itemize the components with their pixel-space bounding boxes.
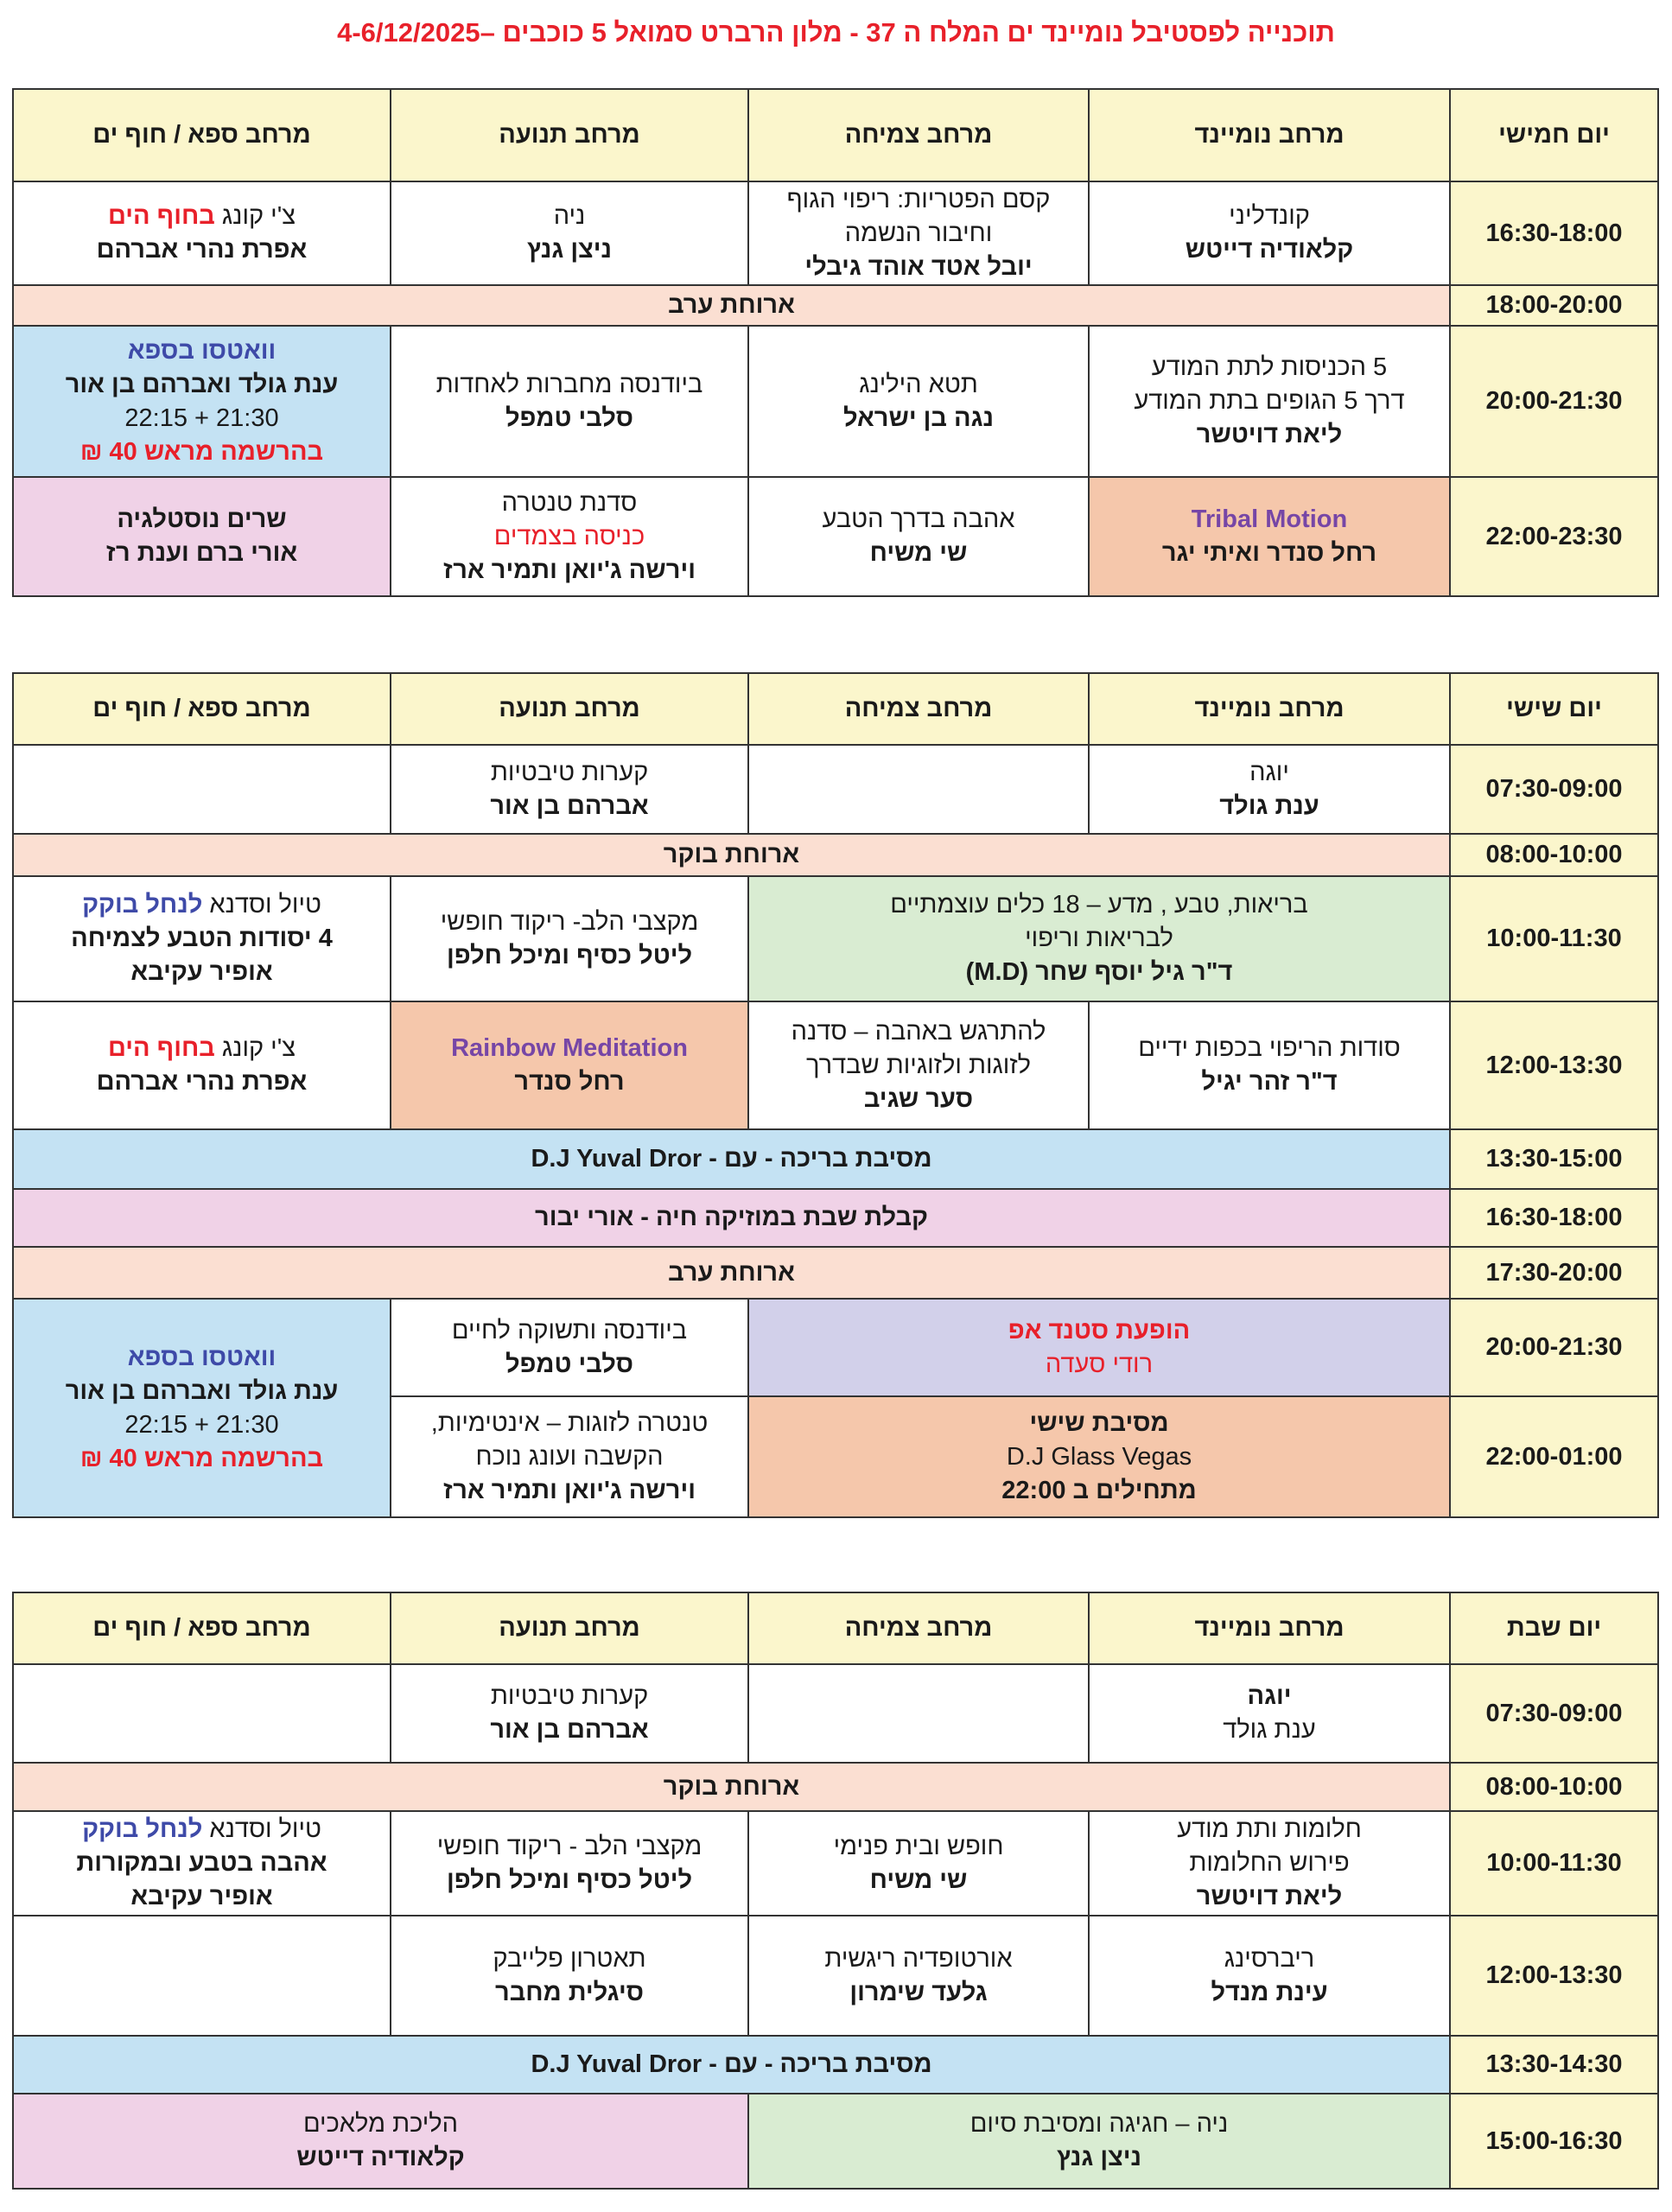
header-growth: מרחב צמיחה (748, 1592, 1089, 1664)
time-slot: 17:30-20:00 (1450, 1247, 1658, 1299)
time-slot: 16:30-18:00 (1450, 1189, 1658, 1247)
table-row (13, 181, 1658, 285)
table-header-row (13, 1592, 1658, 1664)
meal-label: ארוחת ערב (13, 1247, 1450, 1299)
time-slot: 18:00-20:00 (1450, 285, 1658, 326)
header-nomind: מרחב נומיינד (1089, 673, 1450, 745)
page-title: תוכנייה לפסטיבל נומיינד ים המלח ה 37 - מלון הרברט סמואל 5 כוכבים –4-6/12/2025 (337, 17, 1335, 48)
meal-row (13, 834, 1658, 876)
session-cell: תאטרון פלייבק סיגלית מחבר (391, 1916, 748, 2036)
session-cell: בריאות, טבע , מדע – 18 כלים עוצמתיים לבריאות וריפוי ד"ר גיל יוסף שחר (M.D) (748, 876, 1450, 1001)
session-cell: הופעת סטנד אפ רודי סעדה (748, 1299, 1450, 1396)
session-cell: קערות טיבטיות אברהם בן אור (391, 1664, 748, 1763)
day-label: יום שבת (1450, 1592, 1658, 1664)
time-slot: 20:00-21:30 (1450, 326, 1658, 477)
session-cell: ניה ניצן גנץ (391, 181, 748, 285)
session-cell: צ'י קונג בחוף הים אפרת נהרי אברהם (13, 181, 391, 285)
meal-row (13, 1247, 1658, 1299)
session-cell: ריברסינג עינת מנדל (1089, 1916, 1450, 2036)
friday-schedule-table (12, 672, 1659, 1518)
time-slot: 12:00-13:30 (1450, 1916, 1658, 2036)
meal-label: ארוחת בוקר (13, 834, 1450, 876)
session-cell: ביודנסה ותשוקה לחיים סלבי טמפל (391, 1299, 748, 1396)
header-nomind: מרחב נומיינד (1089, 1592, 1450, 1664)
table-row (13, 1001, 1658, 1129)
time-slot: 12:00-13:30 (1450, 1001, 1658, 1129)
session-cell: סדנת טנטרה כניסה בצמדים וירשה ג'יואן ותמיר ארז (391, 477, 748, 596)
session-cell: להתרגש באהבה – סדנה לזוגות ולזוגיות שבדרך סער שגיב (748, 1001, 1089, 1129)
session-cell (13, 745, 391, 834)
meal-row (13, 1763, 1658, 1811)
table-row (13, 1916, 1658, 2036)
pool-party-banner: מסיבת בריכה - עם - D.J Yuval Dror (13, 1129, 1450, 1189)
header-growth: מרחב צמיחה (748, 673, 1089, 745)
session-cell: מקצבי הלב- ריקוד חופשי ליטל כסיף ומיכל חלפן (391, 876, 748, 1001)
session-cell: Rainbow Meditation רחל סנדר (391, 1001, 748, 1129)
session-cell: יוגה ענת גולד (1089, 1664, 1450, 1763)
header-spa-beach: מרחב ספא / חוף ים (13, 673, 391, 745)
session-cell: סודות הריפוי בכפות ידיים ד"ר זהר יגיל (1089, 1001, 1450, 1129)
session-cell (13, 1916, 391, 2036)
session-cell (13, 1664, 391, 1763)
table-row (13, 477, 1658, 596)
time-slot: 10:00-11:30 (1450, 1811, 1658, 1916)
table-row (13, 326, 1658, 477)
session-cell: אורטופדיה ריגשית גלעד שימרון (748, 1916, 1089, 2036)
time-slot: 16:30-18:00 (1450, 181, 1658, 285)
header-movement: מרחב תנועה (391, 673, 748, 745)
header-spa-beach: מרחב ספא / חוף ים (13, 89, 391, 181)
table-header-row (13, 89, 1658, 181)
pool-party-banner: מסיבת בריכה - עם - D.J Yuval Dror (13, 2036, 1450, 2094)
session-cell: Tribal Motion רחל סנדר ואיתי יגר (1089, 477, 1450, 596)
session-cell: תטא הילינג נגה בן ישראל (748, 326, 1089, 477)
session-cell: יוגה ענת גולד (1089, 745, 1450, 834)
session-cell: צ'י קונג בחוף הים אפרת נהרי אברהם (13, 1001, 391, 1129)
session-cell: קסם הפטריות: ריפוי הגוף וחיבור הנשמה יובל אטד אוהד גיבלי (748, 181, 1089, 285)
banner-row (13, 2036, 1658, 2094)
table-row (13, 2094, 1658, 2189)
session-cell: חלומות ותת מודע פירוש החלומות ליאת דויטשר (1089, 1811, 1450, 1916)
table-row (13, 1811, 1658, 1916)
table-row (13, 1299, 1658, 1396)
shabbat-banner: קבלת שבת במוזיקה חיה - אורי יבור (13, 1189, 1450, 1247)
table-row (13, 1664, 1658, 1763)
banner-row (13, 1189, 1658, 1247)
table-row (13, 876, 1658, 1001)
time-slot: 22:00-01:00 (1450, 1396, 1658, 1517)
session-cell: ביודנסה מחברות לאחדות סלבי טמפל (391, 326, 748, 477)
thursday-schedule-table (12, 88, 1659, 597)
session-cell: טנטרה לזוגות – אינטימיות, הקשבה ועונג נוכח וירשה ג'יואן ותמיר ארז (391, 1396, 748, 1517)
time-slot: 07:30-09:00 (1450, 745, 1658, 834)
session-cell: הליכת מלאכים קלאודיה דייטש (13, 2094, 748, 2189)
session-cell: וואטסו בספא ענת גולד ואברהם בן אור 21:30 + 22:15 בהרשמה מראש 40 ₪ (13, 1299, 391, 1517)
session-cell: טיול וסדנא לנחל בוקק אהבה בטבע ובמקורות אופיר עקיבא (13, 1811, 391, 1916)
session-cell: קונדליני קלאודיה דייטש (1089, 181, 1450, 285)
session-cell: מקצבי הלב - ריקוד חופשי ליטל כסיף ומיכל חלפן (391, 1811, 748, 1916)
session-cell (748, 1664, 1089, 1763)
header-movement: מרחב תנועה (391, 1592, 748, 1664)
header-spa-beach: מרחב ספא / חוף ים (13, 1592, 391, 1664)
time-slot: 07:30-09:00 (1450, 1664, 1658, 1763)
meal-label: ארוחת בוקר (13, 1763, 1450, 1811)
session-cell: וואטסו בספא ענת גולד ואברהם בן אור 21:30 + 22:15 בהרשמה מראש 40 ₪ (13, 326, 391, 477)
header-movement: מרחב תנועה (391, 89, 748, 181)
time-slot: 22:00-23:30 (1450, 477, 1658, 596)
table-row (13, 745, 1658, 834)
session-cell: ניה – חגיגה ומסיבת סיום ניצן גנץ (748, 2094, 1450, 2189)
session-cell: שרים נוסטלגיה אורי ברם וענת רז (13, 477, 391, 596)
time-slot: 13:30-15:00 (1450, 1129, 1658, 1189)
time-slot: 20:00-21:30 (1450, 1299, 1658, 1396)
session-cell (748, 745, 1089, 834)
banner-row (13, 1129, 1658, 1189)
time-slot: 08:00-10:00 (1450, 834, 1658, 876)
session-cell: חופש ובית פנימי שי משיח (748, 1811, 1089, 1916)
time-slot: 15:00-16:30 (1450, 2094, 1658, 2189)
day-label: יום חמישי (1450, 89, 1658, 181)
header-nomind: מרחב נומיינד (1089, 89, 1450, 181)
table-header-row (13, 673, 1658, 745)
day-label: יום שישי (1450, 673, 1658, 745)
session-cell: טיול וסדנא לנחל בוקק 4 יסודות הטבע לצמיחה אופיר עקיבא (13, 876, 391, 1001)
session-cell: אהבה בדרך הטבע שי משיח (748, 477, 1089, 596)
header-growth: מרחב צמיחה (748, 89, 1089, 181)
saturday-schedule-table (12, 1592, 1659, 2190)
session-cell: מסיבת שישי D.J Glass Vegas מתחילים ב 22:00 (748, 1396, 1450, 1517)
meal-label: ארוחת ערב (13, 285, 1450, 326)
time-slot: 13:30-14:30 (1450, 2036, 1658, 2094)
time-slot: 10:00-11:30 (1450, 876, 1658, 1001)
session-cell: קערות טיבטיות אברהם בן אור (391, 745, 748, 834)
time-slot: 08:00-10:00 (1450, 1763, 1658, 1811)
session-cell: 5 הכניסות לתת המודע דרך 5 הגופים בתת המודע ליאת דויטשר (1089, 326, 1450, 477)
meal-row (13, 285, 1658, 326)
